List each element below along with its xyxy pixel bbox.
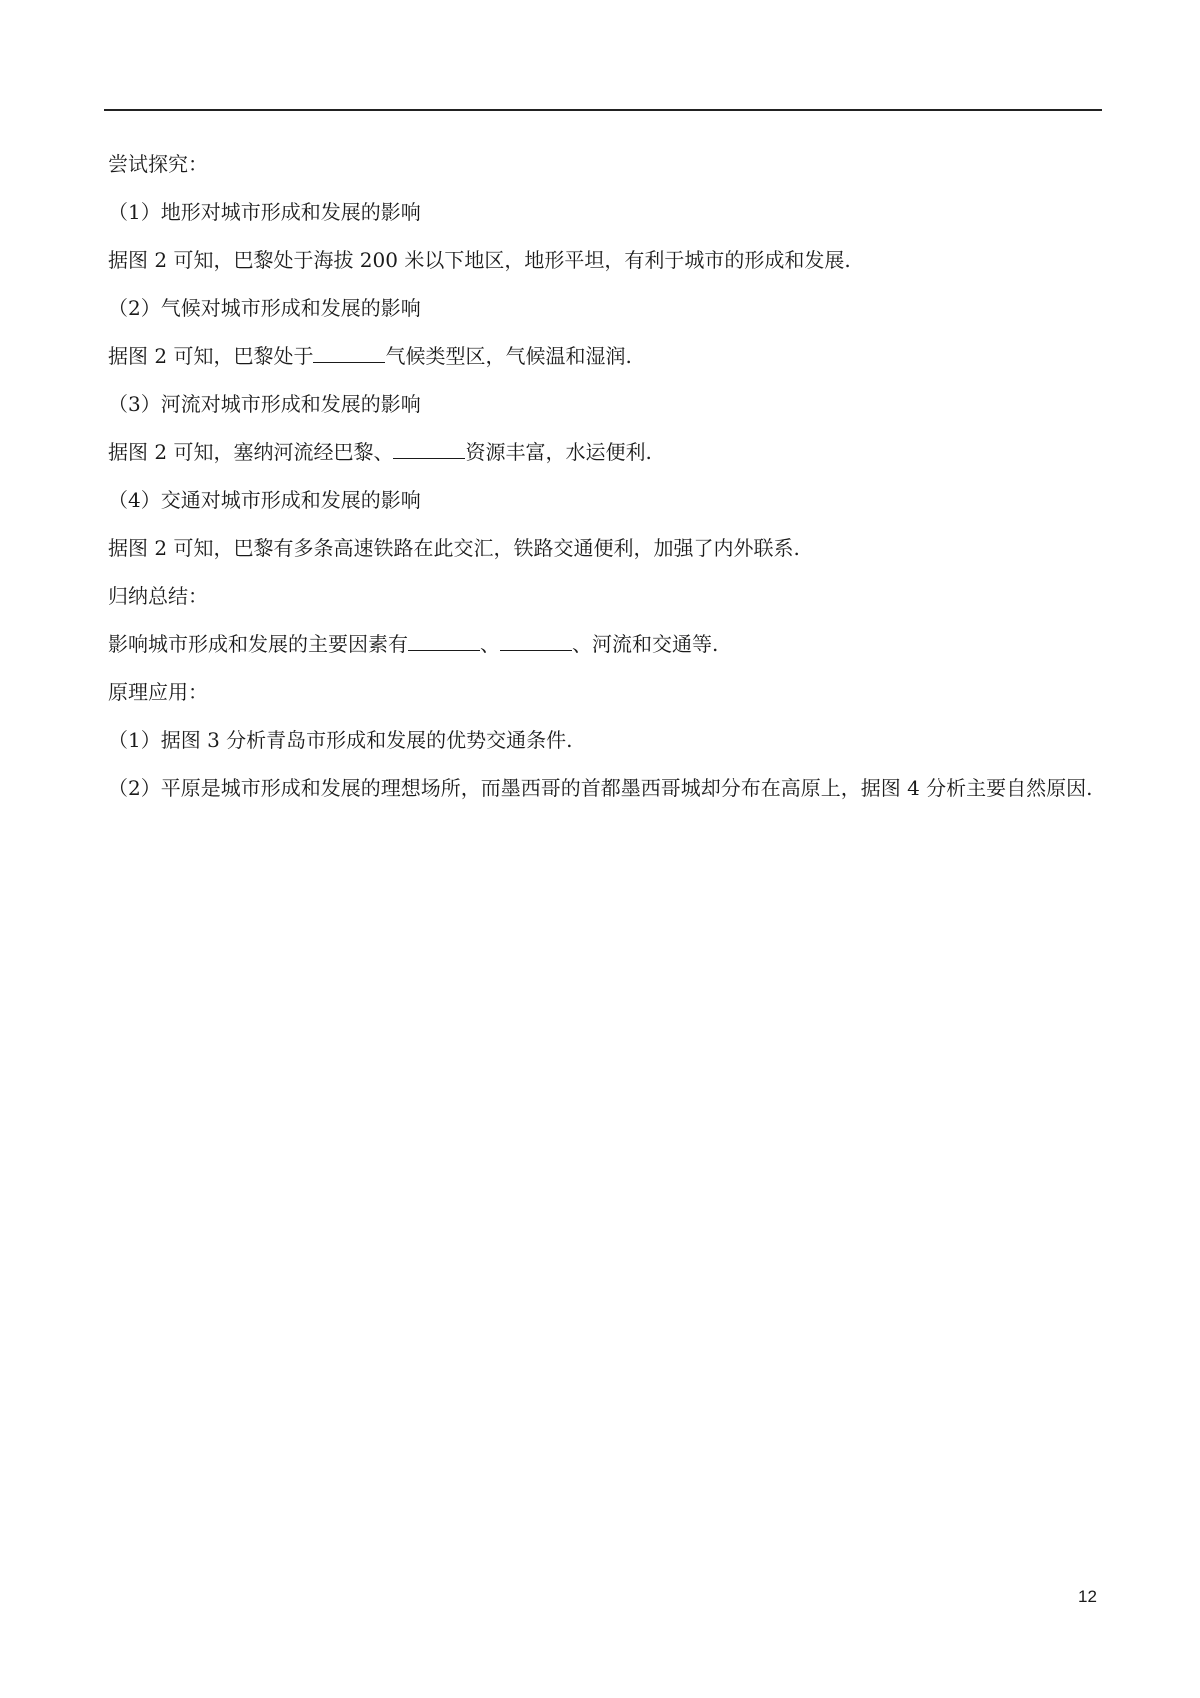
document-body xyxy=(108,152,1098,836)
question-4-title: （4）交通对城市形成和发展的影响 xyxy=(108,488,421,512)
question-2-text-before: 据图 2 可知，巴黎处于 xyxy=(108,344,314,368)
apply-question-2: （2）平原是城市形成和发展的理想场所，而墨西哥的首都墨西哥城却分布在高原上，据图 4 分析主要自然原因. xyxy=(108,776,1093,800)
apply-question-1: （1）据图 3 分析青岛市形成和发展的优势交通条件. xyxy=(108,728,573,752)
question-2-text-after: 气候类型区，气候温和湿润. xyxy=(385,344,632,368)
summary-separator: 、 xyxy=(480,632,500,656)
question-1-text: 据图 2 可知，巴黎处于海拔 200 米以下地区，地形平坦，有利于城市的形成和发展. xyxy=(108,248,851,272)
question-3-text-after: 资源丰富，水运便利. xyxy=(465,440,652,464)
fill-blank-resource[interactable] xyxy=(393,440,465,459)
question-3-text xyxy=(108,440,1098,464)
section-heading-explore: 尝试探究： xyxy=(108,152,208,176)
fill-blank-factor-2[interactable] xyxy=(500,632,572,651)
summary-text-before: 影响城市形成和发展的主要因素有 xyxy=(108,632,408,656)
summary-text xyxy=(108,632,1098,656)
section-heading-apply: 原理应用： xyxy=(108,680,208,704)
question-4-text: 据图 2 可知，巴黎有多条高速铁路在此交汇，铁路交通便利，加强了内外联系. xyxy=(108,536,800,560)
question-2-text xyxy=(108,344,1098,368)
question-2-title: （2）气候对城市形成和发展的影响 xyxy=(108,296,421,320)
page-number: 12 xyxy=(1078,1587,1097,1606)
fill-blank-factor-1[interactable] xyxy=(408,632,480,651)
summary-text-after: 、河流和交通等. xyxy=(572,632,719,656)
section-heading-summary: 归纳总结： xyxy=(108,584,208,608)
fill-blank-climate[interactable] xyxy=(313,344,385,363)
question-3-title: （3）河流对城市形成和发展的影响 xyxy=(108,392,421,416)
question-3-text-before: 据图 2 可知，塞纳河流经巴黎、 xyxy=(108,440,394,464)
header-rule xyxy=(104,109,1102,111)
question-1-title: （1）地形对城市形成和发展的影响 xyxy=(108,200,421,224)
